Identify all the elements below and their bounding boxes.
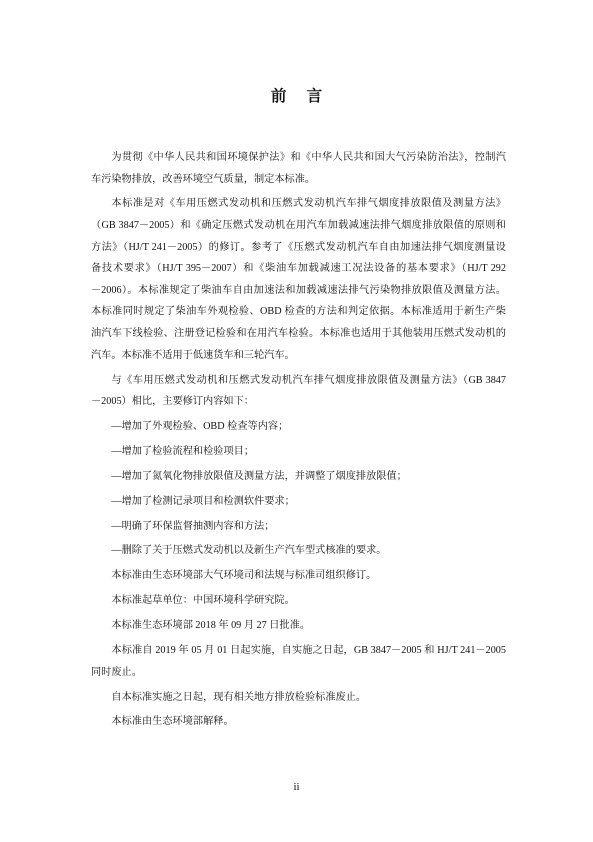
revision-item-text: —删除了关于压燃式发动机以及新生产汽车型式核准的要求。 <box>111 545 387 557</box>
revision-item <box>91 416 506 438</box>
paragraph-line: 自本标准实施之日起，现有相关地方排放检验标准废止。 <box>111 691 367 703</box>
paragraph-line: －2005）相比，主要修订内容如下： <box>91 396 254 408</box>
revision-list <box>91 416 506 562</box>
paragraph-line: －2006）。本标准规定了柴油车自由加速法和加载减速法排气污染物排放限值及测量方法。 <box>91 284 506 296</box>
paragraph-line: 为贯彻《中华人民共和国环境保护法》和《中华人民共和国大气污染防治法》，控制汽 <box>111 152 506 163</box>
closing-paragraph <box>91 615 506 637</box>
intro-paragraph <box>91 147 506 190</box>
closing-paragraph <box>91 687 506 709</box>
paragraph-line: 本标准生态环境部 2018 年 09 月 27 日批准。 <box>111 620 311 632</box>
paragraph-line: 同时废止。 <box>91 666 142 678</box>
revision-item <box>91 441 506 463</box>
intro-paragraph <box>91 193 506 366</box>
revision-item-text: —增加了检验流程和检验项目； <box>111 445 255 457</box>
paragraph-line: 本标准由生态环境部大气环境司和法规与标准司组织修订。 <box>111 570 377 582</box>
closing-paragraph <box>91 590 506 612</box>
paragraph-line: 车污染物排放，改善环境空气质量，制定本标准。 <box>91 173 316 185</box>
revision-item-text: —增加了检测记录项目和检测软件要求； <box>111 495 295 507</box>
revision-item <box>91 516 506 538</box>
paragraph-line: 本标准是对《车用压燃式发动机和压燃式发动机汽车排气烟度排放限值及测量方法》 <box>111 198 506 210</box>
intro-section <box>91 147 506 413</box>
foreword-body <box>91 147 506 736</box>
paragraph-line: 备技术要求》（HJ/T 395－2007）和《柴油车加载减速工况法设备的基本要求》（HJ/T 292 <box>91 263 506 275</box>
paragraph-line: 本标准由生态环境部解释。 <box>111 716 234 728</box>
page-title: 前 言 <box>270 88 323 105</box>
revision-item <box>91 491 506 513</box>
closing-paragraph <box>91 565 506 587</box>
paragraph-line: 油汽车下线检验、注册登记检验和在用汽车检验。本标准也适用于其他装用压燃式发动机的 <box>91 328 506 340</box>
revision-item <box>91 466 506 488</box>
paragraph-line: 本标准同时规定了柴油车外观检验、OBD 检查的方法和判定依据。本标准适用于新生产柴 <box>91 306 506 318</box>
paragraph-line: 与《车用压燃式发动机和压燃式发动机汽车排气烟度排放限值及测量方法》（GB 3847 <box>111 374 506 386</box>
intro-paragraph <box>91 370 506 413</box>
paragraph-line: 方法》（HJ/T 241－2005）的修订。参考了《压燃式发动机汽车自由加速法排气烟度测量设 <box>91 241 506 253</box>
revision-item-text: —增加了外观检验、OBD 检查等内容； <box>111 421 289 433</box>
paragraph-line: 本标准自 2019 年 05 月 01 日起实施，自实施之日起，GB 3847－2005 和 HJ/T 241－2005 <box>111 645 506 657</box>
closing-paragraph <box>91 711 506 733</box>
revision-item-text: —增加了氮氧化物排放限值及测量方法，并调整了烟度排放限值； <box>111 470 407 482</box>
closing-section <box>91 565 506 733</box>
revision-item <box>91 540 506 562</box>
revision-item-text: —明确了环保监督抽测内容和方法； <box>111 520 275 532</box>
paragraph-line: （GB 3847－2005）和《确定压燃式发动机在用汽车加载减速法排气烟度排放限值的原则和 <box>91 220 506 232</box>
page-number: ii <box>293 781 300 793</box>
paragraph-line: 汽车。本标准不适用于低速货车和三轮汽车。 <box>91 349 295 361</box>
paragraph-line: 本标准起草单位：中国环境科学研究院。 <box>111 595 295 607</box>
closing-paragraph <box>91 640 506 683</box>
